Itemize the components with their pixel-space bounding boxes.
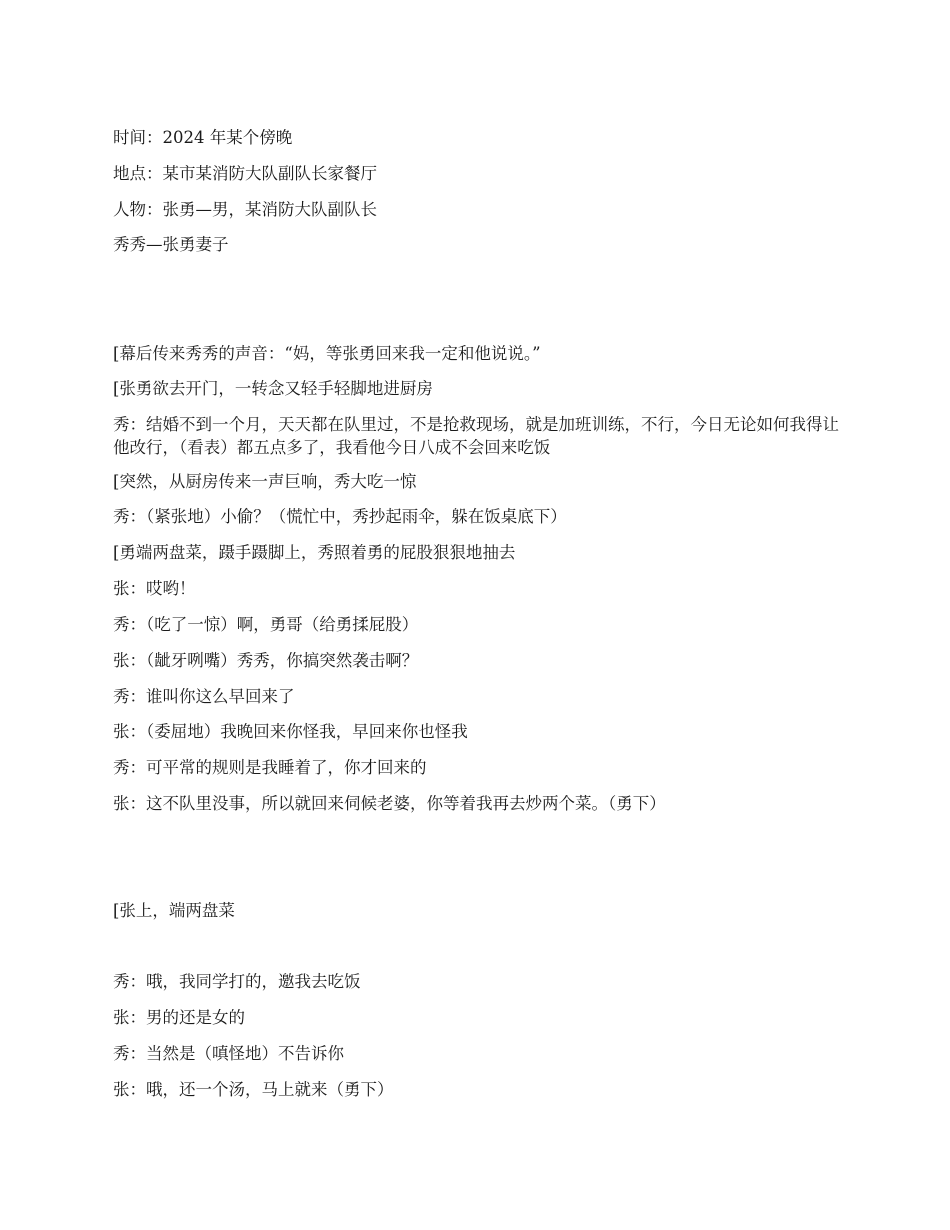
dialogue-line: 张：哦，还一个汤，马上就来（勇下） xyxy=(113,1080,394,1099)
dialogue-line: 秀：（紧张地）小偷？（慌忙中，秀抄起雨伞，躲在饭桌底下） xyxy=(113,507,567,526)
dialogue-line: 秀：当然是（嗔怪地）不告诉你 xyxy=(113,1044,344,1063)
dialogue-line: 张：哎哟！ xyxy=(113,579,196,598)
dialogue-line: 秀：结婚不到一个月，天天都在队里过，不是抢救现场，就是加班训练，不行，今日无论如何我得让他改行，（看表）都五点多了，我看他今日八成不会回来吃饭 xyxy=(113,415,839,457)
header-character-2: 秀秀—张勇妻子 xyxy=(113,235,229,254)
dialogue-line: 秀：谁叫你这么早回来了 xyxy=(113,687,295,706)
dialogue-line: 秀：哦，我同学打的，邀我去吃饭 xyxy=(113,972,361,991)
dialogue-line: 秀：可平常的规则是我睡着了，你才回来的 xyxy=(113,758,427,777)
header-place: 地点：某市某消防大队副队长家餐厅 xyxy=(113,164,377,183)
dialogue-line: 张：这不队里没事，所以就回来伺候老婆，你等着我再去炒两个菜。（勇下） xyxy=(113,794,666,813)
dialogue-line: 秀：（吃了一惊）啊，勇哥（给勇揉屁股） xyxy=(113,615,419,634)
header-characters: 人物：张勇—男，某消防大队副队长 xyxy=(113,200,377,219)
stage-direction: [张勇欲去开门，一转念又轻手轻脚地进厨房 xyxy=(113,379,433,398)
header-time: 时间：2024 年某个傍晚 xyxy=(113,128,293,147)
stage-direction: [幕后传来秀秀的声音：“妈，等张勇回来我一定和他说说。” xyxy=(113,344,541,363)
dialogue-line: 张：（龇牙咧嘴）秀秀，你搞突然袭击啊？ xyxy=(113,651,419,670)
stage-direction: [突然，从厨房传来一声巨响，秀大吃一惊 xyxy=(113,472,417,491)
dialogue-line: 张：（委屈地）我晚回来你怪我，早回来你也怪我 xyxy=(113,722,468,741)
stage-direction: [张上，端两盘菜 xyxy=(113,901,235,920)
dialogue-line: 张：男的还是女的 xyxy=(113,1008,245,1027)
stage-direction: [勇端两盘菜，蹑手蹑脚上，秀照着勇的屁股狠狠地抽去 xyxy=(113,543,516,562)
